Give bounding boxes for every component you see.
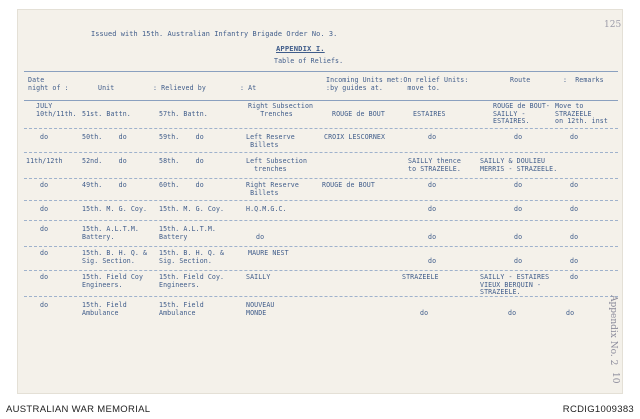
- cell-unit: 51st. Battn.: [82, 110, 131, 118]
- cell-date: do: [40, 205, 49, 213]
- row-divider: [24, 220, 618, 221]
- cell-date: do: [40, 301, 49, 309]
- header-date: Date night of :: [28, 76, 69, 92]
- cell-relieved: 15th. B. H. Q. & Sig. Section.: [159, 249, 225, 265]
- cell-unit: 52nd. do: [82, 157, 127, 165]
- cell-route: do: [508, 309, 517, 317]
- cell-relieved: 15th. A.L.T.M. Battery: [159, 225, 216, 241]
- cell-relieved: 15th. Field Ambulance: [159, 301, 204, 317]
- row-divider: [24, 128, 618, 129]
- cell-move: do: [428, 205, 437, 213]
- cell-relieved: 58th. do: [159, 157, 204, 165]
- cell-remarks: do: [570, 181, 579, 189]
- cell-at: Right Subsection Trenches: [248, 102, 314, 118]
- header-at: : At: [240, 84, 257, 92]
- cell-at: NOUVEAU MONDE: [246, 301, 275, 317]
- cell-remarks: do: [566, 309, 575, 317]
- row-divider: [24, 246, 618, 247]
- page-number-corner: 125: [604, 20, 622, 30]
- cell-remarks: do: [570, 273, 579, 281]
- cell-guides: ROUGE de BOUT: [322, 181, 375, 189]
- cell-relieved: 59th. do: [159, 133, 204, 141]
- cell-move: SAILLY thence to STRAZEELE.: [408, 157, 461, 173]
- cell-move: do: [428, 257, 437, 265]
- cell-route: do: [514, 233, 523, 241]
- cell-date: do: [40, 273, 49, 281]
- cell-move: STRAZEELE: [402, 273, 439, 281]
- cell-move: do: [428, 233, 437, 241]
- cell-remarks: do: [570, 205, 579, 213]
- cell-route: SAILLY - ESTAIRES VIEUX BERQUIN - STRAZEELE.: [480, 273, 550, 297]
- issued-line: Issued with 15th. Australian Infantry Brigade Order No. 3.: [91, 30, 338, 38]
- cell-unit: 15th. M. G. Coy.: [82, 205, 148, 213]
- cell-move: do: [428, 181, 437, 189]
- cell-remarks: Move to STRAZEELE on 12th. inst: [555, 102, 608, 126]
- cell-date: do: [40, 181, 49, 189]
- cell-relieved: 60th. do: [159, 181, 204, 189]
- cell-guides: ROUGE de BOUT: [332, 110, 385, 118]
- cell-at: Left Reserve Billets: [246, 133, 295, 149]
- cell-at: Left Subsection trenches: [246, 157, 308, 173]
- cell-date: do: [40, 133, 49, 141]
- cell-move: do: [420, 309, 429, 317]
- header-unit: Unit: [98, 84, 115, 92]
- cell-route: do: [514, 205, 523, 213]
- document-page: [18, 10, 622, 393]
- cell-unit: 15th. Field Ambulance: [82, 301, 127, 317]
- cell-at: do: [256, 233, 265, 241]
- side-page-number: 10: [610, 372, 620, 384]
- row-divider: [24, 178, 618, 179]
- cell-remarks: do: [570, 233, 579, 241]
- cell-unit: 50th. do: [82, 133, 127, 141]
- row-divider: [24, 152, 618, 153]
- cell-unit: 15th. A.L.T.M. Battery.: [82, 225, 139, 241]
- cell-date: JULY 10th/11th.: [36, 102, 77, 118]
- cell-unit: 15th. B. H. Q. & Sig. Section.: [82, 249, 148, 265]
- header-rule-bottom: [24, 100, 618, 101]
- row-divider: [24, 270, 618, 271]
- cell-relieved: 15th. M. G. Coy.: [159, 205, 225, 213]
- cell-route: do: [514, 181, 523, 189]
- header-rule-top: [24, 71, 618, 72]
- cell-at: Right Reserve Billets: [246, 181, 299, 197]
- header-relieved-by: : Relieved by: [153, 84, 206, 92]
- cell-unit: 15th. Field Coy Engineers.: [82, 273, 144, 289]
- header-incoming: Incoming Units met:On relief Units: :by guides at. move to.: [326, 76, 469, 92]
- table-title: Table of Reliefs.: [274, 57, 344, 65]
- header-remarks: : Remarks: [563, 76, 604, 84]
- appendix-heading: APPENDIX I.: [276, 44, 325, 53]
- cell-remarks: do: [570, 133, 579, 141]
- handwritten-appendix-note: Appendix No. 2: [608, 295, 618, 366]
- row-divider: [24, 296, 618, 297]
- cell-at: MAURE NEST: [248, 249, 289, 257]
- cell-date: 11th/12th: [26, 157, 63, 165]
- row-divider: [24, 200, 618, 201]
- cell-route: do: [514, 133, 523, 141]
- cell-route: do: [514, 257, 523, 265]
- cell-relieved: 15th. Field Coy. Engineers.: [159, 273, 225, 289]
- cell-unit: 49th. do: [82, 181, 127, 189]
- cell-relieved: 57th. Battn.: [159, 110, 208, 118]
- footer-archive-name: AUSTRALIAN WAR MEMORIAL: [6, 404, 151, 415]
- header-route: Route: [510, 76, 531, 84]
- cell-remarks: do: [570, 257, 579, 265]
- cell-guides: CROIX LESCORNEX: [324, 133, 386, 141]
- cell-at: H.Q.M.G.C.: [246, 205, 287, 213]
- cell-route: ROUGE de BOUT- SAILLY - ESTAIRES.: [493, 102, 550, 126]
- footer-archive-id: RCDIG1009383: [562, 404, 634, 415]
- cell-date: do: [40, 249, 49, 257]
- cell-move: ESTAIRES: [413, 110, 446, 118]
- cell-at: SAILLY: [246, 273, 271, 281]
- cell-route: SAILLY & DOULIEU MERRIS - STRAZEELE.: [480, 157, 558, 173]
- cell-date: do: [40, 225, 49, 233]
- cell-move: do: [428, 133, 437, 141]
